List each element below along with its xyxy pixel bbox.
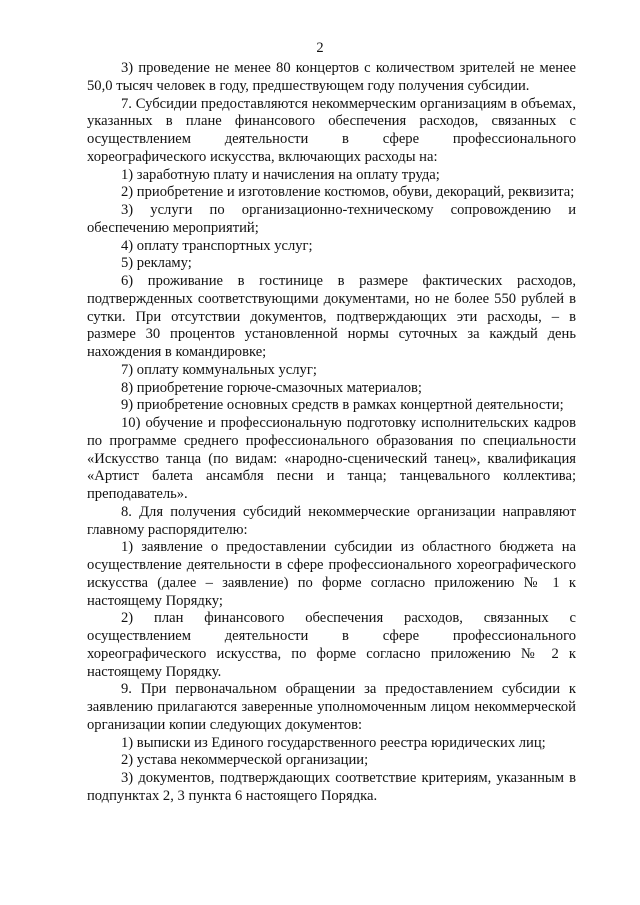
paragraph-1: 3) проведение не менее 80 концертов с количеством зрителей не менее 50,0 тысяч человек в году, предшествующем году получения субсидии. (87, 60, 576, 94)
paragraph-16: 9. При первоначальном обращении за предоставлением субсидии к заявлению прилагаются заверенные уполномоченным лицом некоммерческой организации копии следующих документов: (87, 681, 576, 733)
paragraph-11: 9) приобретение основных средств в рамках концертной деятельности; (121, 397, 564, 414)
paragraph-12: 10) обучение и профессиональную подготовку исполнительских кадров по программе среднего профессионального образования по специальности «Искусство танца (по видам: «народно-сценический танец», квалификация «Артист балета ансамбля песни и танца; танцевального коллектива; преподаватель». (87, 415, 576, 502)
paragraph-10: 8) приобретение горюче-смазочных материалов; (121, 379, 422, 396)
paragraph-14: 1) заявление о предоставлении субсидии из областного бюджета на осуществление деятельности в сфере профессионального хореографического искусства (далее – заявление) по форме согласно приложению № 1 к настоящему Порядку; (87, 539, 576, 609)
document-body (87, 60, 576, 806)
page-number: 2 (316, 40, 324, 56)
paragraph-9: 7) оплату коммунальных услуг; (121, 361, 317, 378)
paragraph-8: 6) проживание в гостинице в размере фактических расходов, подтвержденных соответствующими документами, но не более 550 рублей в сутки. При отсутствии документов, подтверждающих эти расходы, – в размере 30 процентов установленной нормы суточных за каждый день нахождения в командировке; (87, 273, 576, 360)
paragraph-7: 5) рекламу; (121, 255, 192, 272)
paragraph-5: 3) услуги по организационно-техническому сопровождению и обеспечению мероприятий; (87, 202, 576, 236)
paragraph-15: 2) план финансового обеспечения расходов, связанных с осуществлением деятельности в сфере профессионального хореографического искусства, по форме согласно приложению № 2 к настоящему Порядку. (87, 610, 576, 680)
paragraph-18: 2) устава некоммерческой организации; (121, 752, 369, 769)
paragraph-13: 8. Для получения субсидий некоммерческие организации направляют главному распорядителю: (87, 503, 576, 538)
paragraph-2: 7. Субсидии предоставляются некоммерческим организациям в объемах, указанных в плане финансового обеспечения расходов, связанных с осуществлением деятельности в сфере профессионального хореографического искусства, включающих расходы на: (87, 95, 576, 165)
paragraph-4: 2) приобретение и изготовление костюмов, обуви, декораций, реквизита; (121, 184, 575, 201)
paragraph-3: 1) заработную плату и начисления на оплату труда; (121, 166, 440, 183)
paragraph-17: 1) выписки из Единого государственного реестра юридических лиц; (121, 734, 546, 751)
paragraph-6: 4) оплату транспортных услуг; (121, 237, 313, 254)
paragraph-19: 3) документов, подтверждающих соответствие критериям, указанным в подпунктах 2, 3 пункта 6 настоящего Порядка. (87, 770, 576, 804)
